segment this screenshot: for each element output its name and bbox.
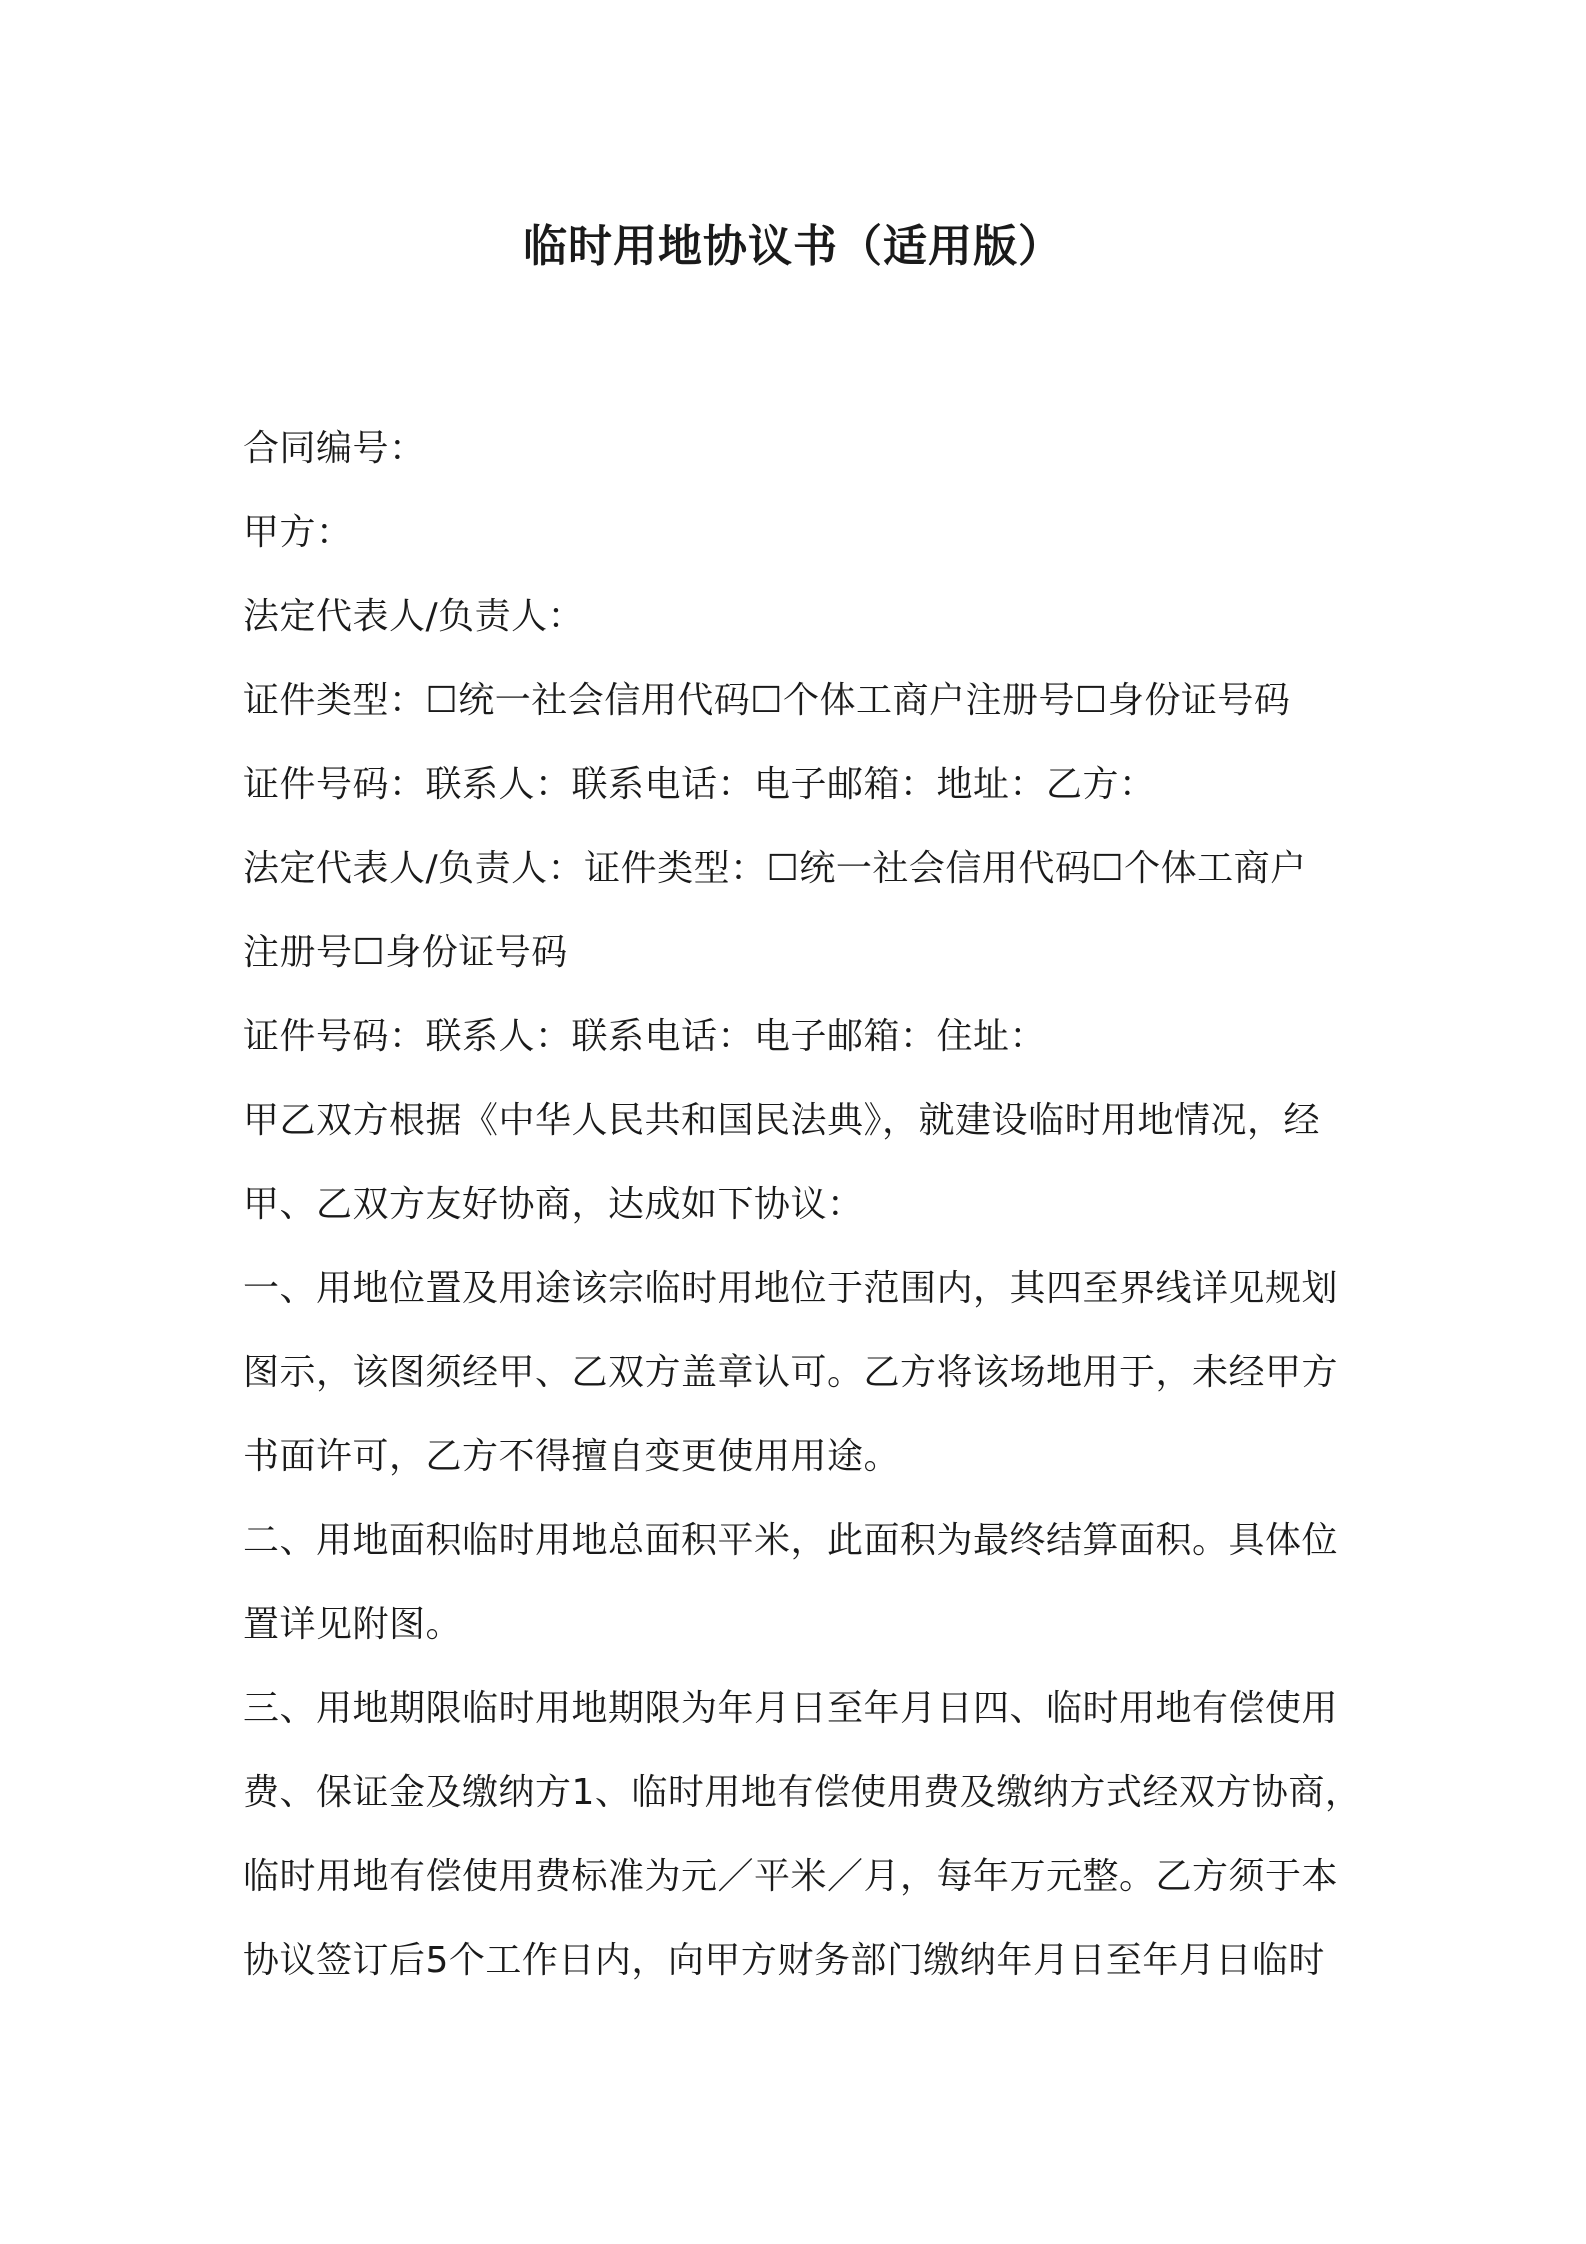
clause-2-line: 置详见附图。 [243,1604,463,1645]
party-a-representative-line: 法定代表人/负责人： [243,596,585,637]
clause-1-line: 图示，该图须经甲、乙双方盖章认可。乙方将该场地用于，未经甲方 [243,1352,1339,1393]
preamble-line: 甲、乙双方友好协商，达成如下协议： [243,1184,864,1225]
clause-1-line: 书面许可，乙方不得擅自变更使用用途。 [243,1436,901,1477]
party-b-representative-line: 法定代表人/负责人：证件类型：☐统一社会信用代码☐个体工商户 [243,848,1307,889]
contract-number-line: 合同编号： [243,428,426,469]
party-b-id-type-line: 注册号☐身份证号码 [243,932,568,973]
clause-4-line: 费、保证金及缴纳方1、临时用地有偿使用费及缴纳方式经双方协商， [243,1772,1362,1813]
clause-4-line: 协议签订后5个工作日内，向甲方财务部门缴纳年月日至年月日临时 [243,1940,1325,1981]
party-b-contact-line: 证件号码：联系人：联系电话：电子邮箱：住址： [243,1016,1047,1057]
document-title: 临时用地协议书（适用版） [523,221,1063,272]
clause-1-line: 一、用地位置及用途该宗临时用地位于范围内，其四至界线详见规划 [243,1268,1339,1309]
clause-2-line: 二、用地面积临时用地总面积平米，此面积为最终结算面积。具体位 [243,1520,1339,1561]
clause-4-line: 临时用地有偿使用费标准为元／平米／月，每年万元整。乙方须于本 [243,1856,1339,1897]
party-a-line: 甲方： [243,512,353,553]
clause-3-line: 三、用地期限临时用地期限为年月日至年月日四、临时用地有偿使用 [243,1688,1339,1729]
party-a-contact-line: 证件号码：联系人：联系电话：电子邮箱：地址：乙方： [243,764,1156,805]
preamble-line: 甲乙双方根据《中华人民共和国民法典》，就建设临时用地情况，经 [243,1100,1321,1141]
party-a-id-type-line: 证件类型：☐统一社会信用代码☐个体工商户注册号☐身份证号码 [243,680,1291,721]
document-body [243,407,1363,2003]
